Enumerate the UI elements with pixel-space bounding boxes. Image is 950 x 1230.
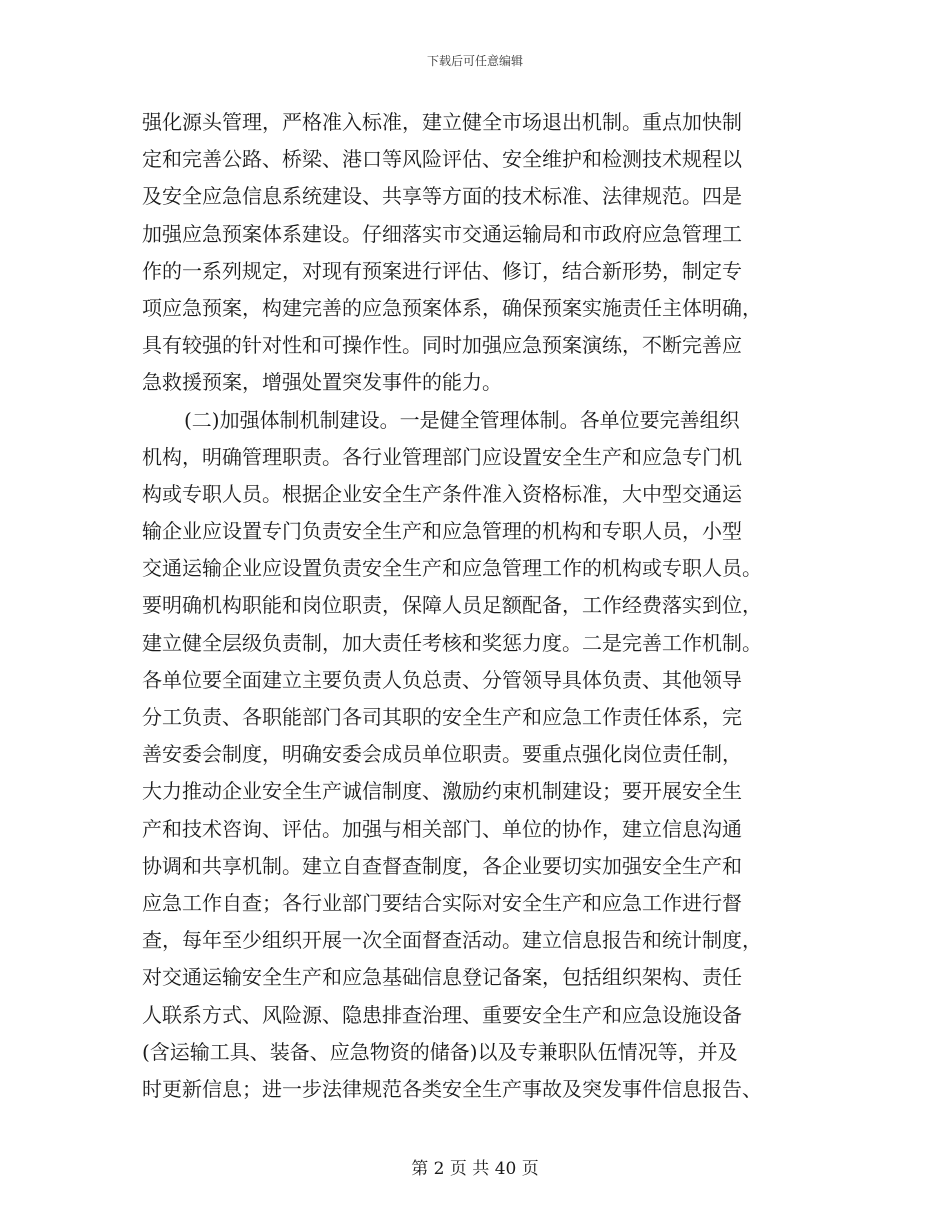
text-line: 对交通运输安全生产和应急基础信息登记备案，包括组织架构、责任 [142,965,742,990]
text-line: 大力推动企业安全生产诚信制度、激励约束机制建设；要开展安全生 [142,779,742,804]
text-line: 查，每年至少组织开展一次全面督查活动。建立信息报告和统计制度， [142,928,762,953]
text-line: 交通运输企业应设置负责安全生产和应急管理工作的机构或专职人员。 [142,556,762,581]
text-line: 分工负责、各职能部门各司其职的安全生产和应急工作责任体系，完 [142,705,742,729]
text-line: 项应急预案，构建完善的应急预案体系，确保预案实施责任主体明确， [142,295,762,320]
document-body [142,104,806,1108]
text-line: 各单位要全面建立主要负责人负总责、分管领导具体负责、其他领导 [142,667,742,692]
text-line: 及安全应急信息系统建设、共享等方面的技术标准、法律规范。四是 [142,184,742,209]
text-line: 人联系方式、风险源、隐患排查治理、重要安全生产和应急设施设备 [142,1002,742,1027]
text-line: 协调和共享机制。建立自查督查制度，各企业要切实加强安全生产和 [142,853,742,878]
text-line: 强化源头管理，严格准入标准，建立健全市场退出机制。重点加快制 [142,110,742,134]
text-line: 善安委会制度，明确安委会成员单位职责。要重点强化岗位责任制， [142,742,742,767]
text-line: 机构，明确管理职责。各行业管理部门应设置安全生产和应急专门机 [142,444,742,469]
text-line: 产和技术咨询、评估。加强与相关部门、单位的协作，建立信息沟通 [142,816,742,841]
text-line: 加强应急预案体系建设。仔细落实市交通运输局和市政府应急管理工 [142,221,742,246]
paragraph-first-line: (二)加强体制机制建设。一是健全管理体制。各单位要完善组织 [184,407,740,432]
text-line: 构或专职人员。根据企业安全生产条件准入资格标准，大中型交通运 [142,481,742,506]
text-line: (含运输工具、装备、应急物资的储备)以及专兼职队伍情况等，并及 [142,1039,738,1064]
text-line: 时更新信息；进一步法律规范各类安全生产事故及突发事件信息报告、 [142,1076,762,1101]
page-header: 下载后可任意编辑 [426,54,523,68]
text-line: 定和完善公路、桥梁、港口等风险评估、安全维护和检测技术规程以 [142,147,742,172]
text-line: 建立健全层级负责制，加大责任考核和奖惩力度。二是完善工作机制。 [142,630,762,655]
text-line: 应急工作自查；各行业部门要结合实际对安全生产和应急工作进行督 [142,890,742,915]
text-line: 作的一系列规定，对现有预案进行评估、修订，结合新形势，制定专 [142,258,742,283]
text-line: 具有较强的针对性和可操作性。同时加强应急预案演练，不断完善应 [142,333,742,358]
text-line: 要明确机构职能和岗位职责，保障人员足额配备，工作经费落实到位， [142,593,762,618]
text-line: 输企业应设置专门负责安全生产和应急管理的机构和专职人员，小型 [142,519,742,544]
text-line: 急救援预案，增强处置突发事件的能力。 [142,370,502,395]
page-number: 第 2 页 共 40 页 [411,1159,539,1179]
